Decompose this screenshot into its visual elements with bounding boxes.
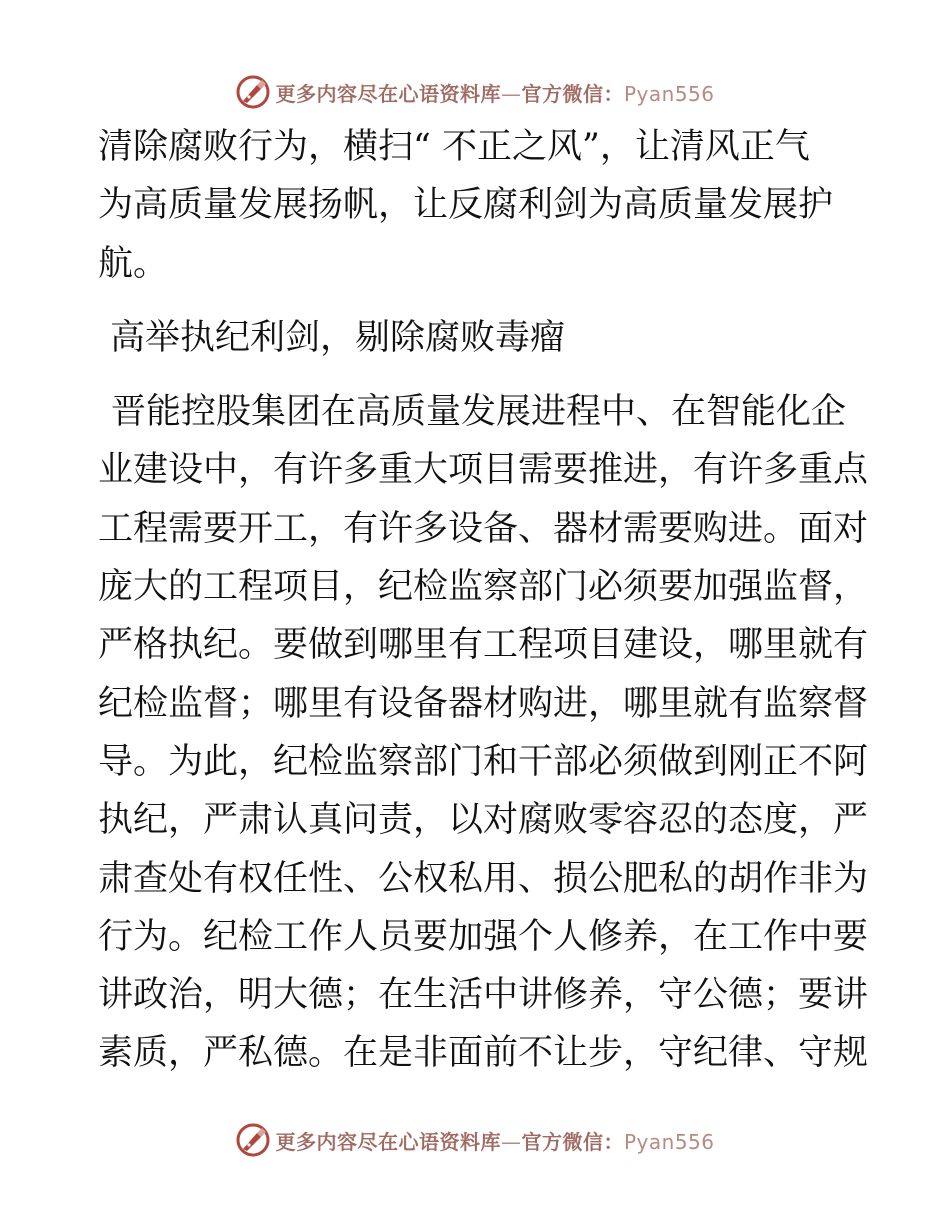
text-line: 为高质量发展扬帆，让反腐利剑为高质量发展护: [98, 185, 834, 226]
document-body: [98, 118, 869, 1083]
text-line: 导。为此，纪检监察部门和干部必须做到刚正不阿: [98, 741, 869, 782]
text-line: 纪检监督；哪里有设备器材购进，哪里就有监察督: [98, 683, 869, 724]
watermark-text: 更多内容尽在心语资料库—官方微信：Pyan556: [275, 1129, 715, 1154]
header-watermark: [0, 72, 950, 112]
pen-nib-logo-icon: [235, 1122, 271, 1158]
text-line: 工程需要开工，有许多设备、器材需要购进。面对: [98, 508, 869, 549]
text-line: 清除腐败行为，横扫“ 不正之风”，让清风正气: [98, 127, 810, 167]
text-line: 晋能控股集团在高质量发展进程中、在智能化企: [111, 392, 847, 433]
footer-watermark: [0, 1120, 950, 1160]
watermark-text: 更多内容尽在心语资料库—官方微信：Pyan556: [275, 81, 715, 106]
paragraph-intro-end: [98, 118, 858, 293]
text-line: 执纪，严肃认真问责，以对腐败零容忍的态度，严: [98, 800, 869, 841]
text-line: 肃查处有权任性、公权私用、损公肥私的胡作非为: [98, 858, 869, 899]
text-line: 业建设中，有许多重大项目需要推进，有许多重点: [98, 450, 869, 491]
pen-nib-logo-icon: [235, 74, 271, 110]
paragraph-body: [98, 383, 869, 1083]
text-line: 航。: [98, 243, 169, 284]
text-line: 素质，严私德。在是非面前不让步，守纪律、守规: [98, 1033, 869, 1074]
text-line: 行为。纪检工作人员要加强个人修养，在工作中要: [98, 916, 869, 957]
text-line: 讲政治，明大德；在生活中讲修养，守公德；要讲: [98, 975, 869, 1016]
text-line: 庞大的工程项目，纪检监察部门必须要加强监督，: [98, 567, 869, 608]
text-line: 严格执纪。要做到哪里有工程项目建设，哪里就有: [98, 625, 869, 666]
section-subheading: 高举执纪利剑，剔除腐败毒瘤: [110, 317, 566, 358]
